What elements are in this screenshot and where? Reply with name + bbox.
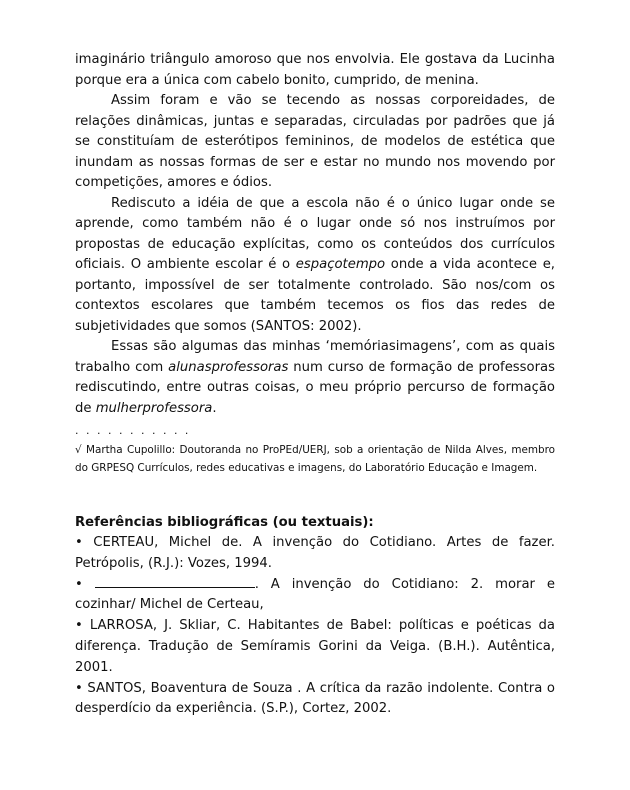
paragraph-4-emphasis-1: alunasprofessoras xyxy=(168,359,289,375)
reference-item: • SANTOS, Boaventura de Souza . A crítica da razão indolente. Contra o desperdício da experiência. (S.P.), Cortez, 2002. xyxy=(75,680,555,717)
reference-item: • CERTEAU, Michel de. A invenção do Cotidiano. Artes de fazer. Petrópolis, (R.J.): Vozes, 1994. xyxy=(75,535,555,571)
paragraph-4-emphasis-2: mulherprofessora xyxy=(95,400,213,416)
reference-item xyxy=(75,575,555,617)
references-list xyxy=(75,533,555,720)
paragraph-3-emphasis: espaçotempo xyxy=(295,257,386,272)
paragraph-1: imaginário triângulo amoroso que nos envolvia. Ele gostava da Lucinha porque era a única com cabelo bonito, cumprido, de menina. xyxy=(75,52,555,88)
paragraph-3-text-a: Rediscuto a idéia de que a escola não é o único lugar onde se aprende, como também não é o lugar onde só nos instruímos por propostas de educação explícitas, como os conteúdos dos currículos oficiais. O ambiente escolar é o xyxy=(75,195,555,272)
footnote: √ Martha Cupolillo: Doutoranda no ProPEd/UERJ, sob a orientação de Nilda Alves, membro do GRPESQ Currículos, redes educativas e imagens, do Laboratório Educação e Imagem. xyxy=(75,444,555,474)
reference-text: . A invenção do Cotidiano: 2. morar e cozinhar/ Michel de Certeau, xyxy=(75,576,555,613)
references-heading: Referências bibliográficas (ou textuais): xyxy=(75,515,374,530)
paragraph-3-text-b: onde a vida acontece e, portanto, impossível de ser totalmente controlado. São nos/com os contextos escolares que também tecemos os fios das redes de subjetividades que somos (SANTOS: 2002). xyxy=(75,257,556,334)
footnote-separator: . . . . . . . . . . . xyxy=(75,424,191,437)
reference-bullet: • xyxy=(75,576,95,592)
paragraph-4-text-a: Essas são algumas das minhas ‘memóriasimagens’, com as quais trabalho com xyxy=(75,339,555,375)
reference-item: • LARROSA, J. Skliar, C. Habitantes de Babel: políticas e poéticas da diferença. Tradução de Semíramis Gorini da Veiga. (B.H.). Autêntica, 2001. xyxy=(75,618,555,675)
author-repeat-line xyxy=(95,575,255,588)
paragraph-4 xyxy=(75,337,555,419)
paragraph-4-text-c: . xyxy=(212,400,217,416)
paragraph-2: Assim foram e vão se tecendo as nossas corporeidades, de relações dinâmicas, juntas e separadas, circuladas por padrões que já se constituíam de esterótipos femininos, de modelos de estética que inundam as nossas formas de ser e estar no mundo nos movendo por competições, amores e ódios. xyxy=(75,93,555,190)
paragraph-4-text-b: num curso de formação de professoras rediscutindo, entre outras coisas, o meu próprio percurso de formação de xyxy=(75,359,555,416)
paragraph-3 xyxy=(75,194,555,338)
body-text xyxy=(75,50,555,419)
